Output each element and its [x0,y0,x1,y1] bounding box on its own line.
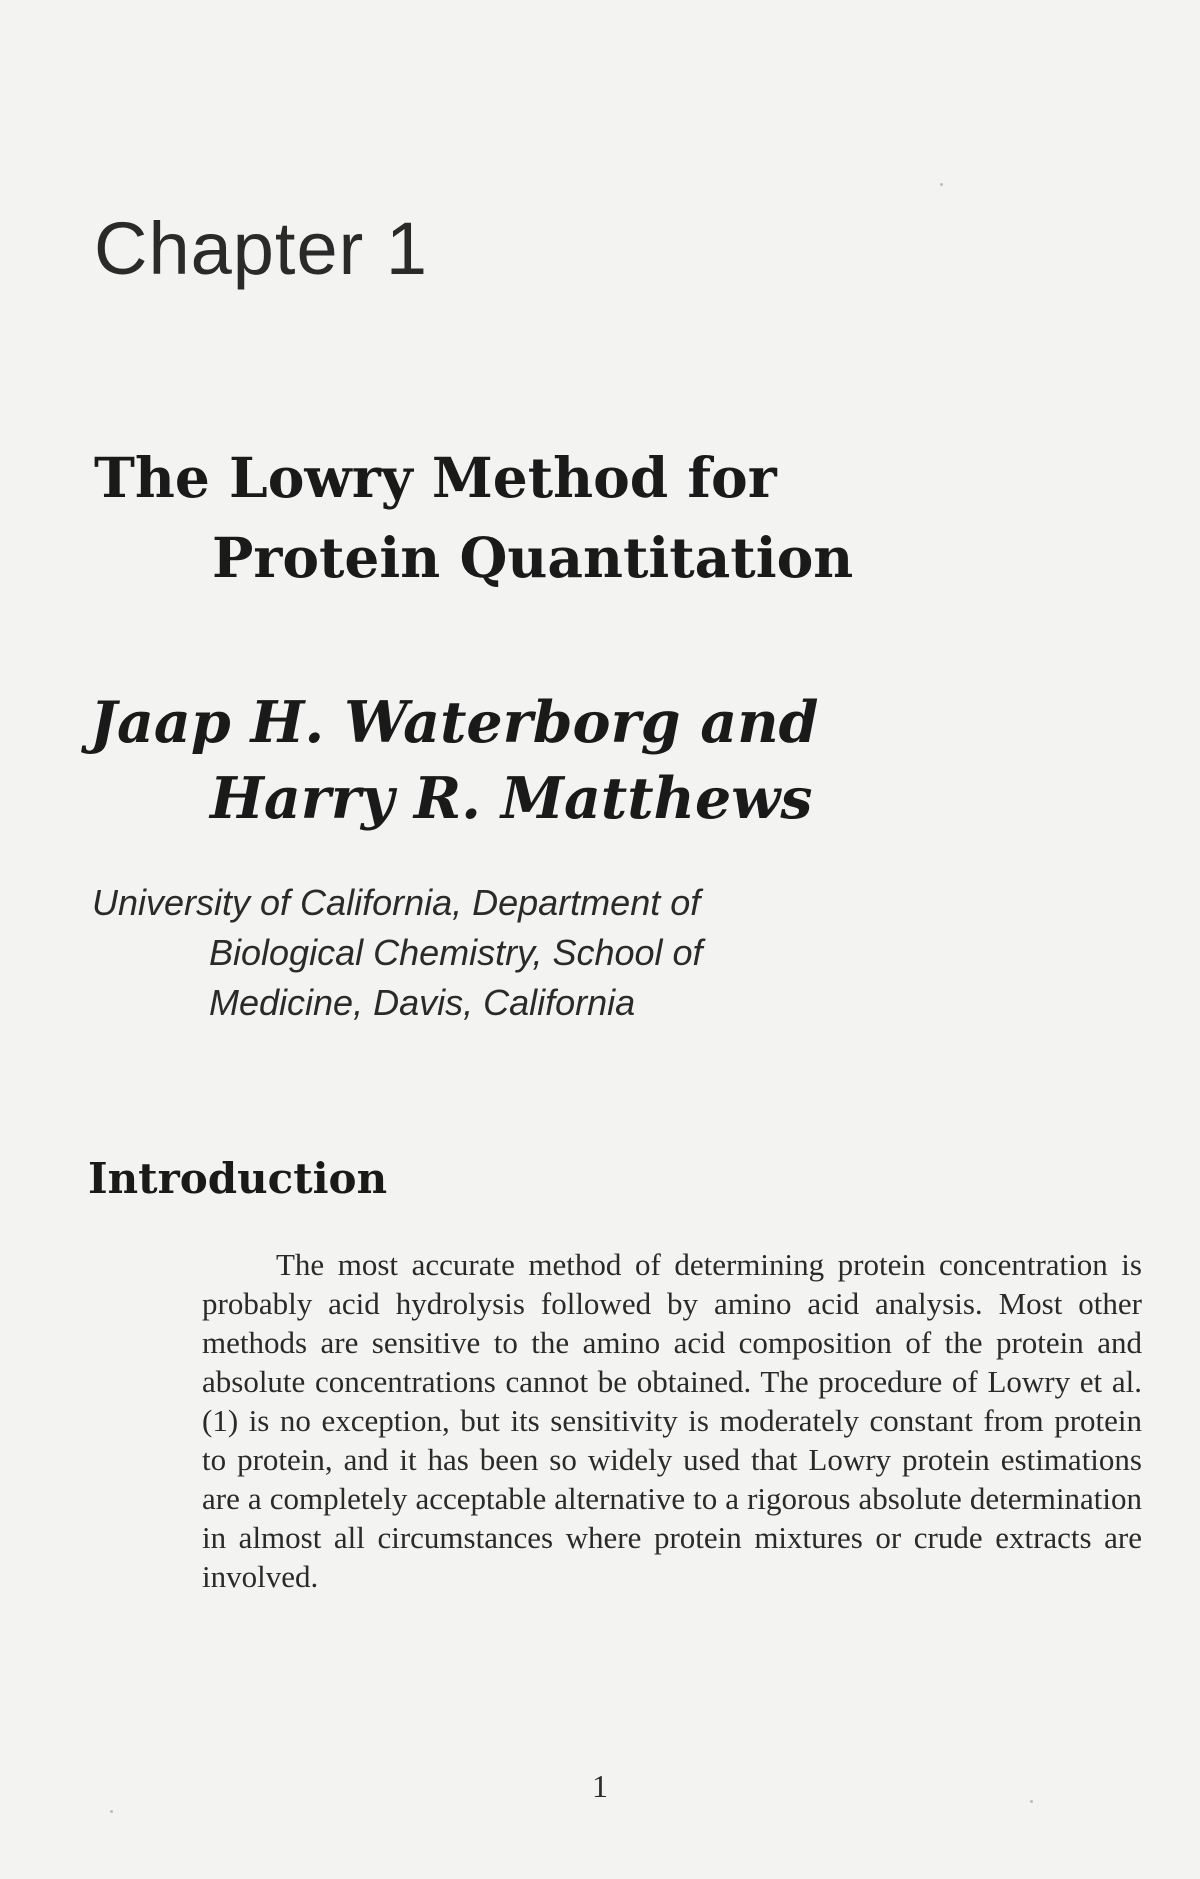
affiliation-line-3: Medicine, Davis, California [209,982,636,1023]
scan-speck [940,183,943,186]
section-heading-introduction: Introduction [88,1154,388,1203]
affiliation-line-1: University of California, Department of [92,882,701,923]
scan-speck [110,1810,113,1813]
chapter-label: Chapter 1 [94,207,428,290]
authors-line-1: Jaap H. Waterborg and [90,689,819,756]
chapter-title [94,438,1094,598]
chapter-title-line-2: Protein Quantitation [212,525,854,590]
page-number: 1 [592,1768,608,1804]
chapter-title-line-1: The Lowry Method for [94,445,777,510]
scan-speck [1030,1800,1033,1803]
introduction-paragraph: The most accurate method of determining protein concentration is probably acid hydrolysis followed by amino acid analysis. Most other methods are sensitive to the amino acid composition of the protein and absolute concentrations cannot be obtained. The procedure of Lowry et al. (1) is no exception, but its sensitivity is moderately constant from protein to protein, and it has been so widely used that Lowry protein estimations are a completely acceptable alternative to a rigorous absolute determination in almost all circumstances where protein mixtures or crude extracts are involved. [202,1247,1142,1594]
authors-line-2: Harry R. Matthews [210,765,813,832]
authors [90,685,1090,837]
affiliation-line-2: Biological Chemistry, School of [209,932,703,973]
affiliation [92,878,1092,1028]
